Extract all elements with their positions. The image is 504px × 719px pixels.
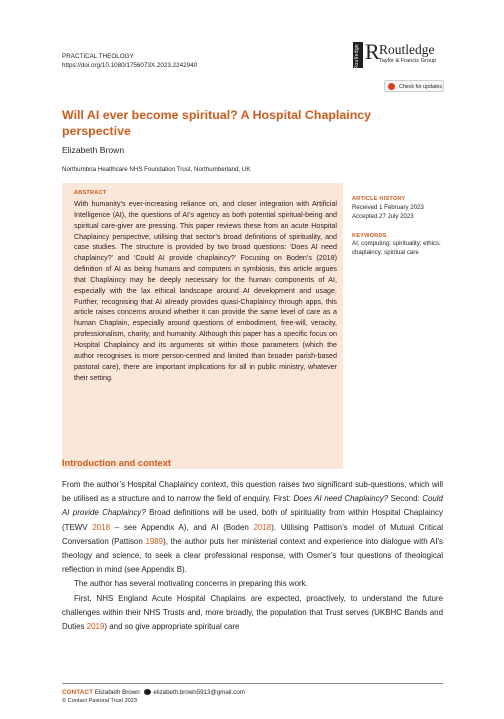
text-run: ), the author puts her ministerial context and experience into dialogue with AI’s theology and science, to seek a clear professional response, with Osmer’s four questions of theological reflection in mind (see Appendix B).	[62, 536, 443, 575]
intro-paragraph-2: The author has several motivating concerns in preparing this work.	[74, 579, 308, 589]
citation-link[interactable]: 1989	[145, 536, 164, 546]
publisher-name: Routledge	[379, 42, 435, 57]
email-icon	[144, 689, 151, 695]
question-2: Could AI provide Chaplaincy?	[62, 494, 443, 518]
section-heading-introduction: Introduction and context	[62, 458, 171, 468]
publisher-subtitle: Taylor & Francis Group	[379, 58, 437, 64]
article-history-heading: ARTICLE HISTORY	[352, 196, 406, 202]
text-run: ). Utilising Pattison’s model of Mutual Critical Conversation (Pattison	[62, 522, 444, 546]
copyright-notice: © Contact Pastoral Trust 2023	[62, 698, 138, 704]
citation-link[interactable]: 2018	[92, 522, 111, 532]
abstract-text: With humanity’s ever-increasing reliance on, and closer integration with Artificial Intelligence (AI), the questions of AI’s agency as both potential spiritual-being and spiritual care-giver are pressing. This paper reviews these from an acute Hospital Chaplaincy perspective, utilising that sector’s broad definitions of spirituality, and case studies. The structure is provided by two broad questions: ‘Does AI need chaplaincy?’ and ‘Could AI provide chaplaincy?’ Focusing on Boden’s (2018) definition of AI as being humans and computers in symbiosis, this article argues that Chaplaincy may be deeply necessary for the human components of AI, especially with the lax ethical landscape around AI development and usage. Further, recognising that AI already provides quasi-Chaplaincy through apps, this article raises concerns around whether it can provide the same level of care as a human Chaplain, especially around questions of embodiment, free-will, veracity, professionalism, charity, and humanity. Although this paper has a specific focus on Hospital Chaplaincy and its arguments sit within those parameters (which the author recognises is more person-centred and limited than broader parish-based pastoral care), there are important implications for all in public ministry, whatever their setting.	[74, 200, 337, 382]
contact-name: Elizabeth Brown	[94, 689, 140, 696]
publisher-vertical-mark	[353, 42, 363, 68]
text-run: From the author’s Hospital Chaplaincy context, this question raises two significant sub-questions, which will be utilised as a structure and to narrow the field of enquiry. First:	[62, 480, 443, 504]
question-1: Does AI need Chaplaincy?	[293, 494, 389, 504]
body-text	[62, 478, 443, 634]
intro-paragraph-3	[62, 592, 443, 635]
check-updates-label: Check for updates	[399, 84, 442, 90]
citation-link[interactable]: 2018	[253, 522, 272, 532]
contact-line	[62, 689, 245, 696]
journal-name: PRACTICAL THEOLOGY	[62, 53, 134, 60]
footer-divider	[62, 683, 443, 684]
contact-label: CONTACT	[62, 689, 94, 696]
check-updates-icon	[388, 83, 395, 90]
text-run: – see Appendix A), and AI (Boden	[110, 522, 254, 532]
text-run: First, NHS England Acute Hospital Chaplains are expected, proactively, to understand the future challenges within their NHS Trusts and, more broadly, the population that Trust serves (UKBHC Bands and Duties	[62, 593, 443, 632]
check-updates-button[interactable]	[384, 80, 444, 92]
publisher-logo	[353, 39, 445, 72]
citation-link[interactable]: 2019	[86, 622, 105, 632]
keywords-heading: KEYWORDS	[352, 233, 387, 239]
author-affiliation: Northumbria Healthcare NHS Foundation Trust, Northumberland, UK	[62, 166, 251, 173]
publisher-r-icon: R	[365, 39, 380, 64]
text-run: Broad definitions will be used, both of spirituality from within Hospital Chaplaincy (TEWV	[62, 508, 443, 532]
received-date: Received 1 February 2023	[352, 204, 424, 211]
text-run: ) and so give appropriate spiritual care	[104, 622, 240, 632]
contact-email[interactable]: elizabeth.brown5913@gmail.com	[153, 689, 245, 696]
text-run: Second:	[388, 494, 423, 504]
accepted-date: Accepted 27 July 2023	[352, 213, 414, 220]
article-author: Elizabeth Brown	[62, 145, 125, 155]
doi-link[interactable]: https://doi.org/10.1080/1756073X.2023.2242940	[62, 62, 198, 69]
abstract-heading: ABSTRACT	[74, 190, 107, 196]
publisher-vertical-text: Routledge	[354, 44, 360, 70]
article-title: Will AI ever become spiritual? A Hospital Chaplaincy perspective	[62, 108, 372, 138]
intro-paragraph-1	[62, 478, 443, 577]
keywords-list: AI; computing; spirituality; ethics; chaplaincy; spiritual care	[352, 240, 441, 256]
